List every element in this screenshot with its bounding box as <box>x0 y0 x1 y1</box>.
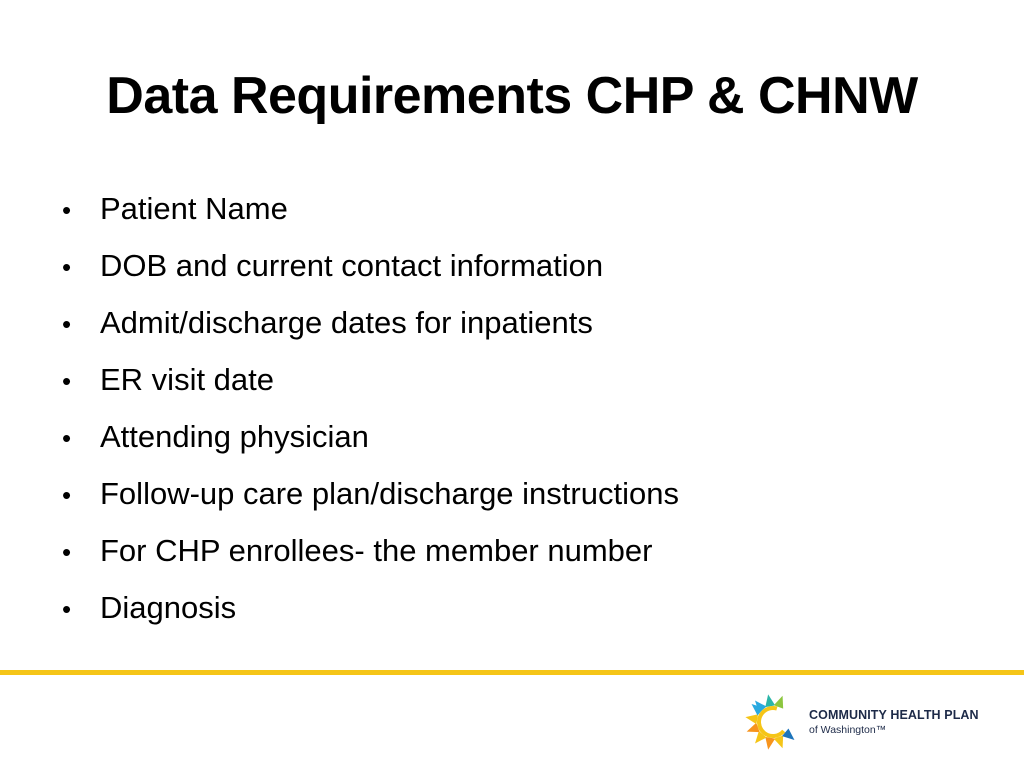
bullet-icon: • <box>62 195 72 225</box>
list-item-text: Follow-up care plan/discharge instructions <box>100 476 679 511</box>
bullet-icon: • <box>62 480 72 510</box>
bullet-icon: • <box>62 423 72 453</box>
list-item <box>62 414 679 471</box>
list-item <box>62 243 679 300</box>
bullet-icon: • <box>62 594 72 624</box>
list-item <box>62 528 679 585</box>
bullet-icon: • <box>62 309 72 339</box>
list-item <box>62 585 679 642</box>
list-item <box>62 300 679 357</box>
list-item <box>62 471 679 528</box>
list-item-text: DOB and current contact information <box>100 248 604 283</box>
list-item-text: Attending physician <box>100 419 369 454</box>
list-item-text: Patient Name <box>100 191 288 226</box>
organization-logo <box>742 690 1012 756</box>
bullet-icon: • <box>62 537 72 567</box>
list-item-text: ER visit date <box>100 362 275 397</box>
list-item-text: Admit/discharge dates for inpatients <box>100 305 593 340</box>
sun-logo-icon <box>742 690 804 752</box>
logo-name: COMMUNITY HEALTH PLAN <box>809 708 979 722</box>
bullet-icon: • <box>62 252 72 282</box>
logo-subtitle: of Washington™ <box>809 724 887 736</box>
bullet-icon: • <box>62 366 72 396</box>
bullet-list <box>62 186 679 642</box>
list-item <box>62 357 679 414</box>
list-item-text: Diagnosis <box>100 590 237 625</box>
footer-divider <box>0 670 1024 675</box>
slide-title: Data Requirements CHP & CHNW <box>106 67 918 125</box>
list-item-text: For CHP enrollees- the member number <box>100 533 653 568</box>
list-item <box>62 186 679 243</box>
